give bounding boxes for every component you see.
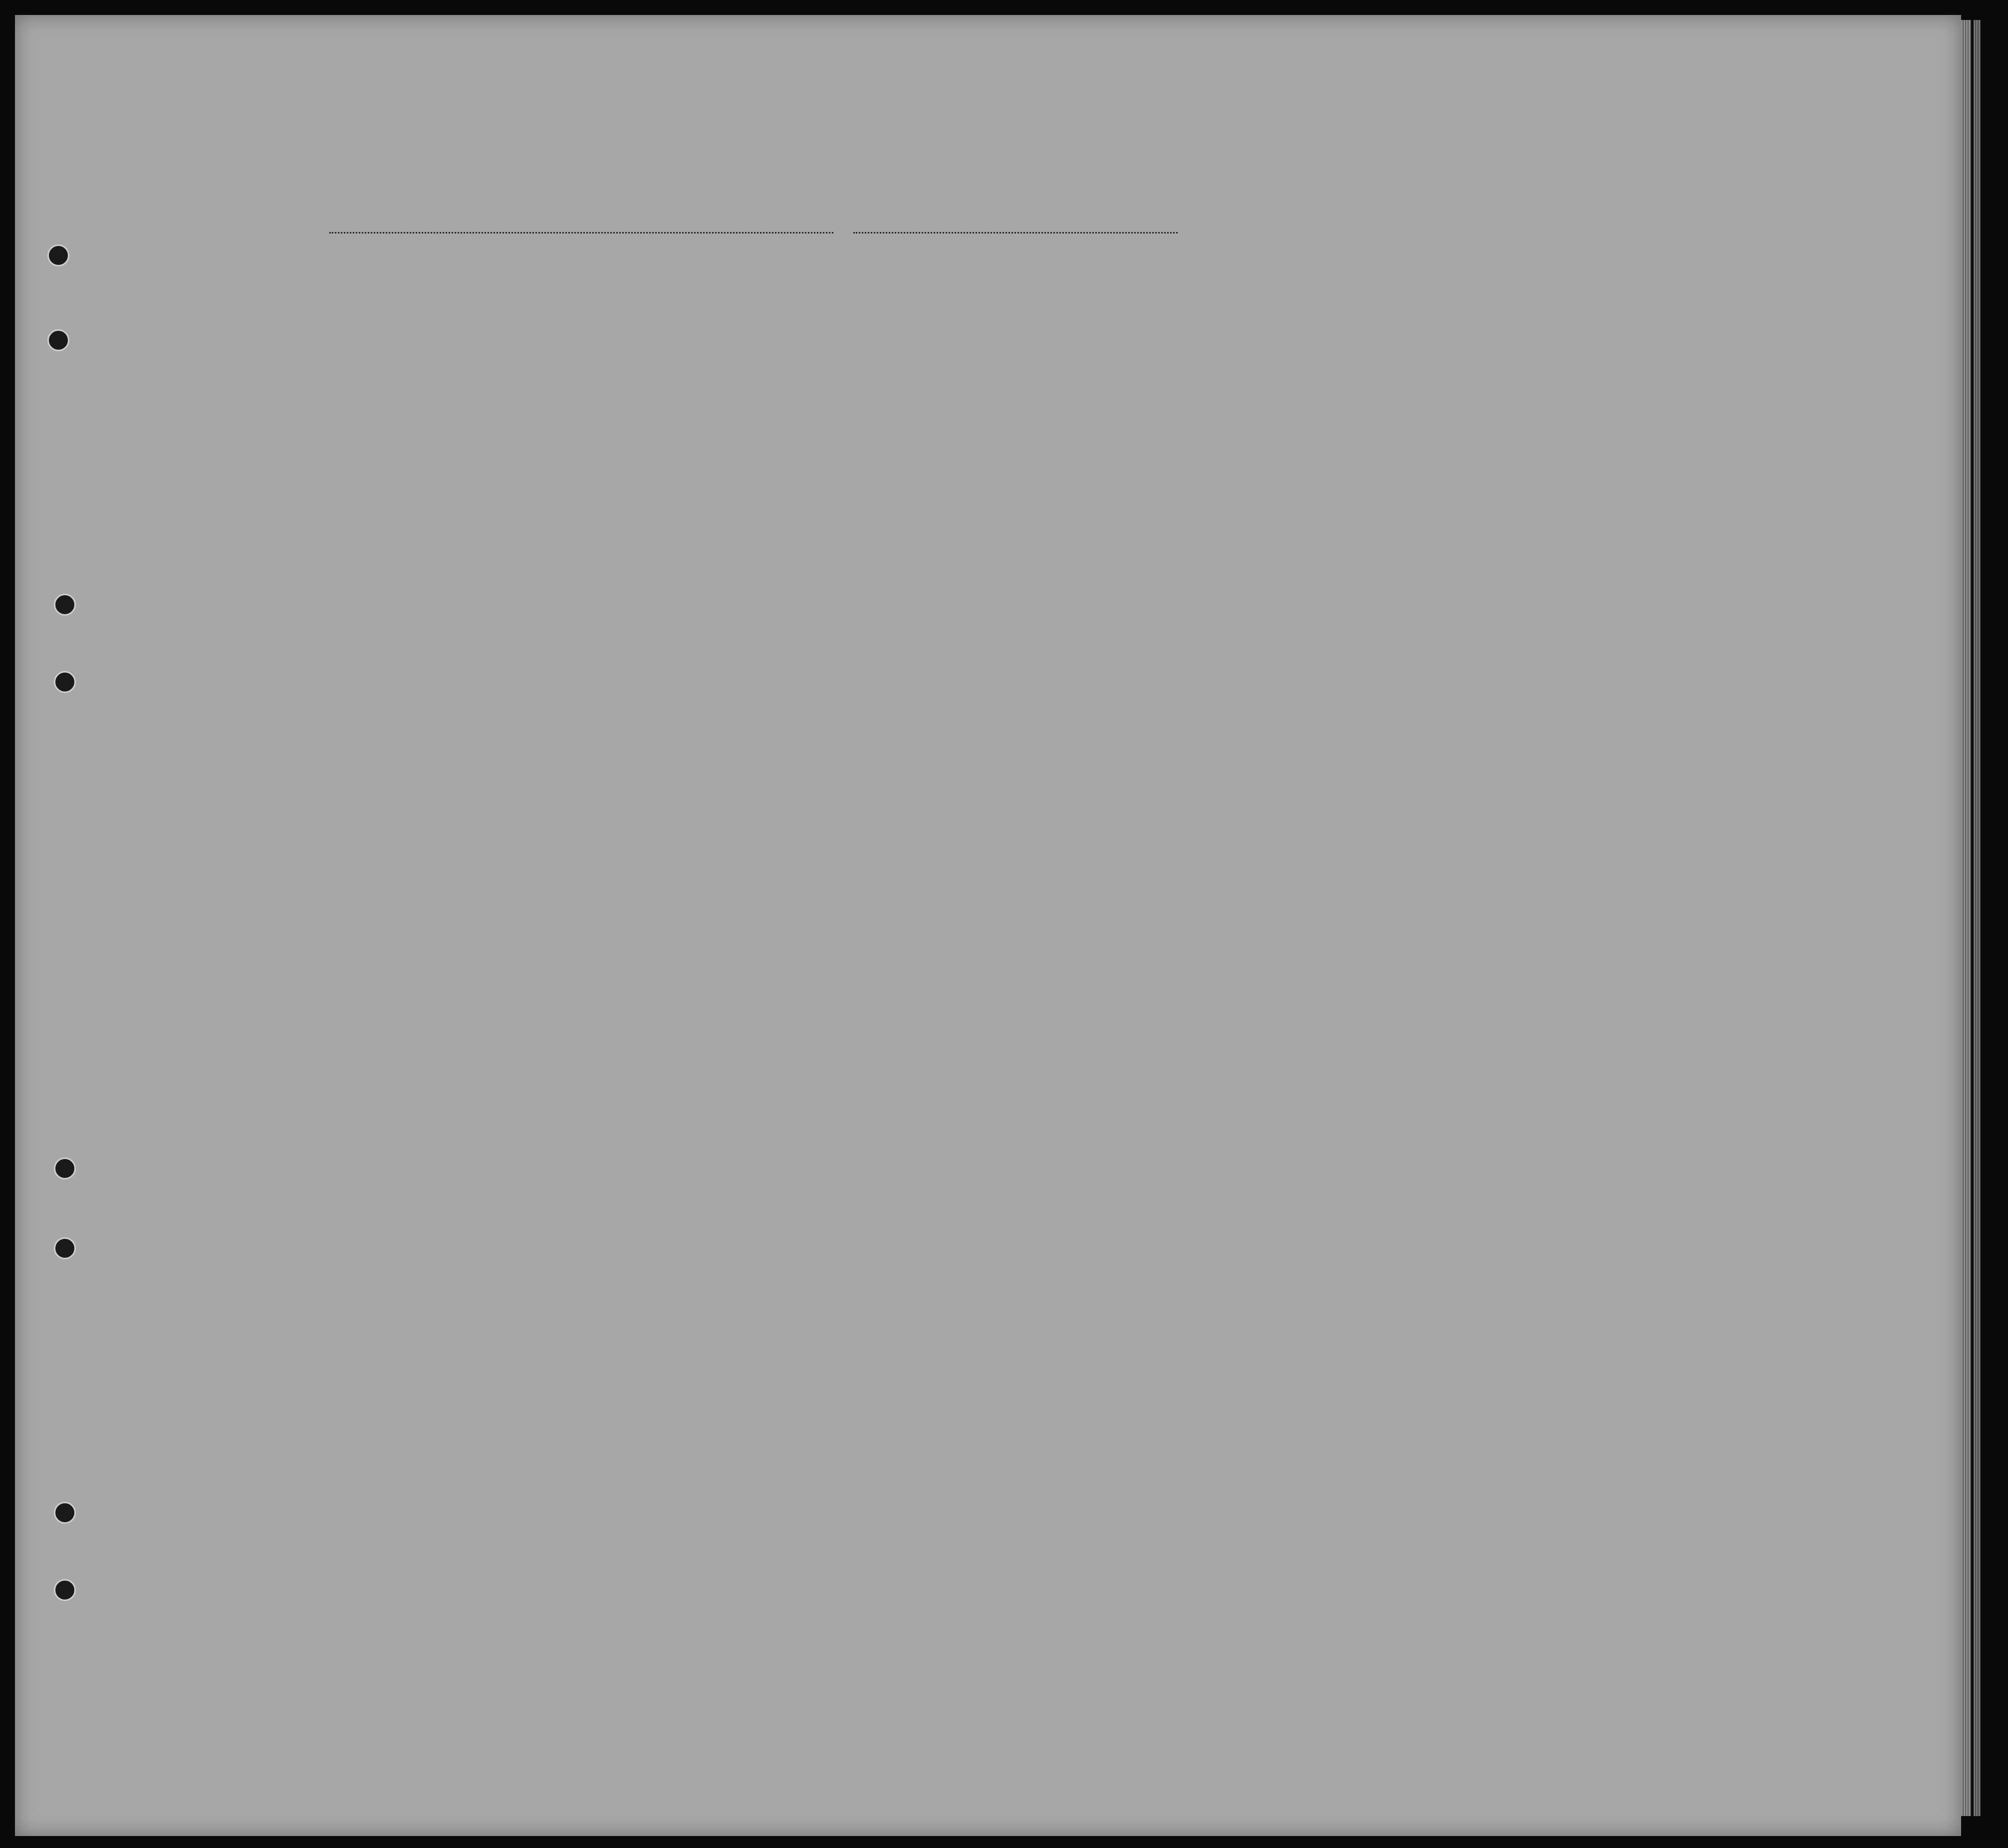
header-c19 [561, 299, 591, 424]
header-c24-citizen [1238, 304, 1267, 424]
punch-hole [54, 594, 76, 616]
header-c26 [1311, 304, 1331, 424]
page-stack-edge [1974, 20, 1981, 1816]
header-c24-return [1120, 304, 1155, 424]
header-c21 [691, 299, 716, 424]
punch-hole [54, 1579, 76, 1601]
header-c28 [1365, 304, 1405, 424]
punch-hole [54, 1157, 76, 1179]
date-line [853, 232, 1178, 233]
header-c29 [1430, 304, 1462, 424]
header-c30 [1467, 304, 1497, 424]
header-c25 [1275, 304, 1305, 424]
punch-hole [47, 244, 69, 266]
header-c27 [1337, 304, 1357, 424]
port-line [329, 232, 833, 233]
header-c24-length [1160, 304, 1195, 424]
punch-hole [54, 671, 76, 693]
punch-hole [47, 329, 69, 351]
punch-hole [54, 1502, 76, 1524]
page-stack-edge [1961, 20, 1971, 1816]
header-c33-inches [1647, 359, 1662, 414]
manifest-sheet [15, 15, 1961, 1836]
punch-hole [54, 1237, 76, 1259]
header-c33-feet [1619, 359, 1634, 414]
